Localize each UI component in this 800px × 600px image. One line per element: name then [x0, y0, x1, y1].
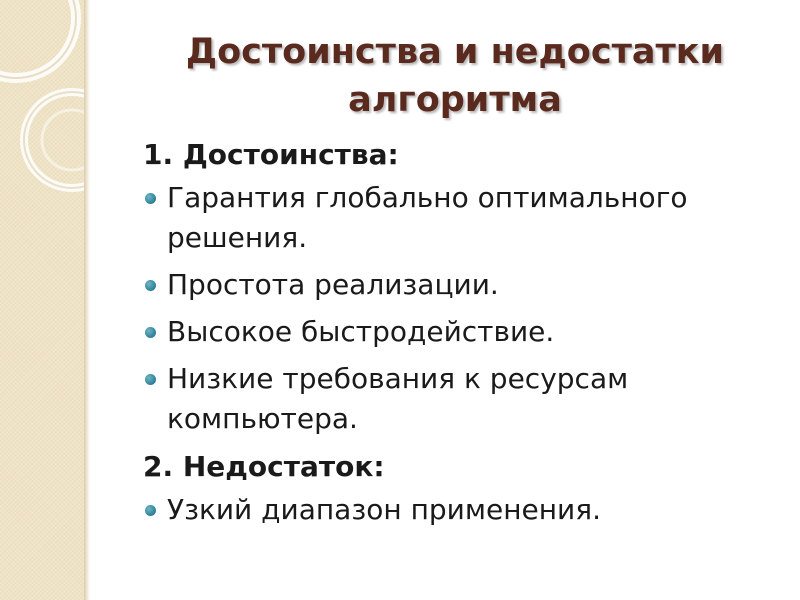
list-item-text: Высокое быстродействие. — [167, 315, 555, 348]
list-item-text: Гарантия глобально оптимального решения. — [167, 181, 688, 254]
sidebar-edge — [84, 0, 90, 600]
list-item — [143, 490, 783, 530]
list-item — [143, 312, 783, 352]
list-item-text: Простота реализации. — [167, 268, 499, 301]
slide-content — [143, 134, 783, 537]
list-item-text: Узкий диапазон применения. — [167, 493, 601, 526]
decorative-sidebar — [0, 0, 84, 600]
bullet-icon — [145, 193, 156, 204]
section-heading-disadvantage: 2. Недостаток: — [143, 450, 385, 483]
bullet-icon — [145, 505, 156, 516]
title-line-2: алгоритма — [348, 80, 562, 120]
decorative-circles — [0, 0, 84, 600]
list-item — [143, 178, 783, 258]
disadvantages-list — [143, 490, 783, 530]
bullet-icon — [145, 280, 156, 291]
slide-title — [140, 28, 770, 124]
advantages-list — [143, 178, 783, 439]
title-line-1: Достоинства и недостатки — [185, 32, 725, 72]
list-item — [143, 359, 783, 439]
section-heading-advantages: 1. Достоинства: — [143, 138, 399, 171]
list-item-text: Низкие требования к ресурсам компьютера. — [167, 362, 629, 435]
bullet-icon — [145, 327, 156, 338]
bullet-icon — [145, 374, 156, 385]
list-item — [143, 265, 783, 305]
